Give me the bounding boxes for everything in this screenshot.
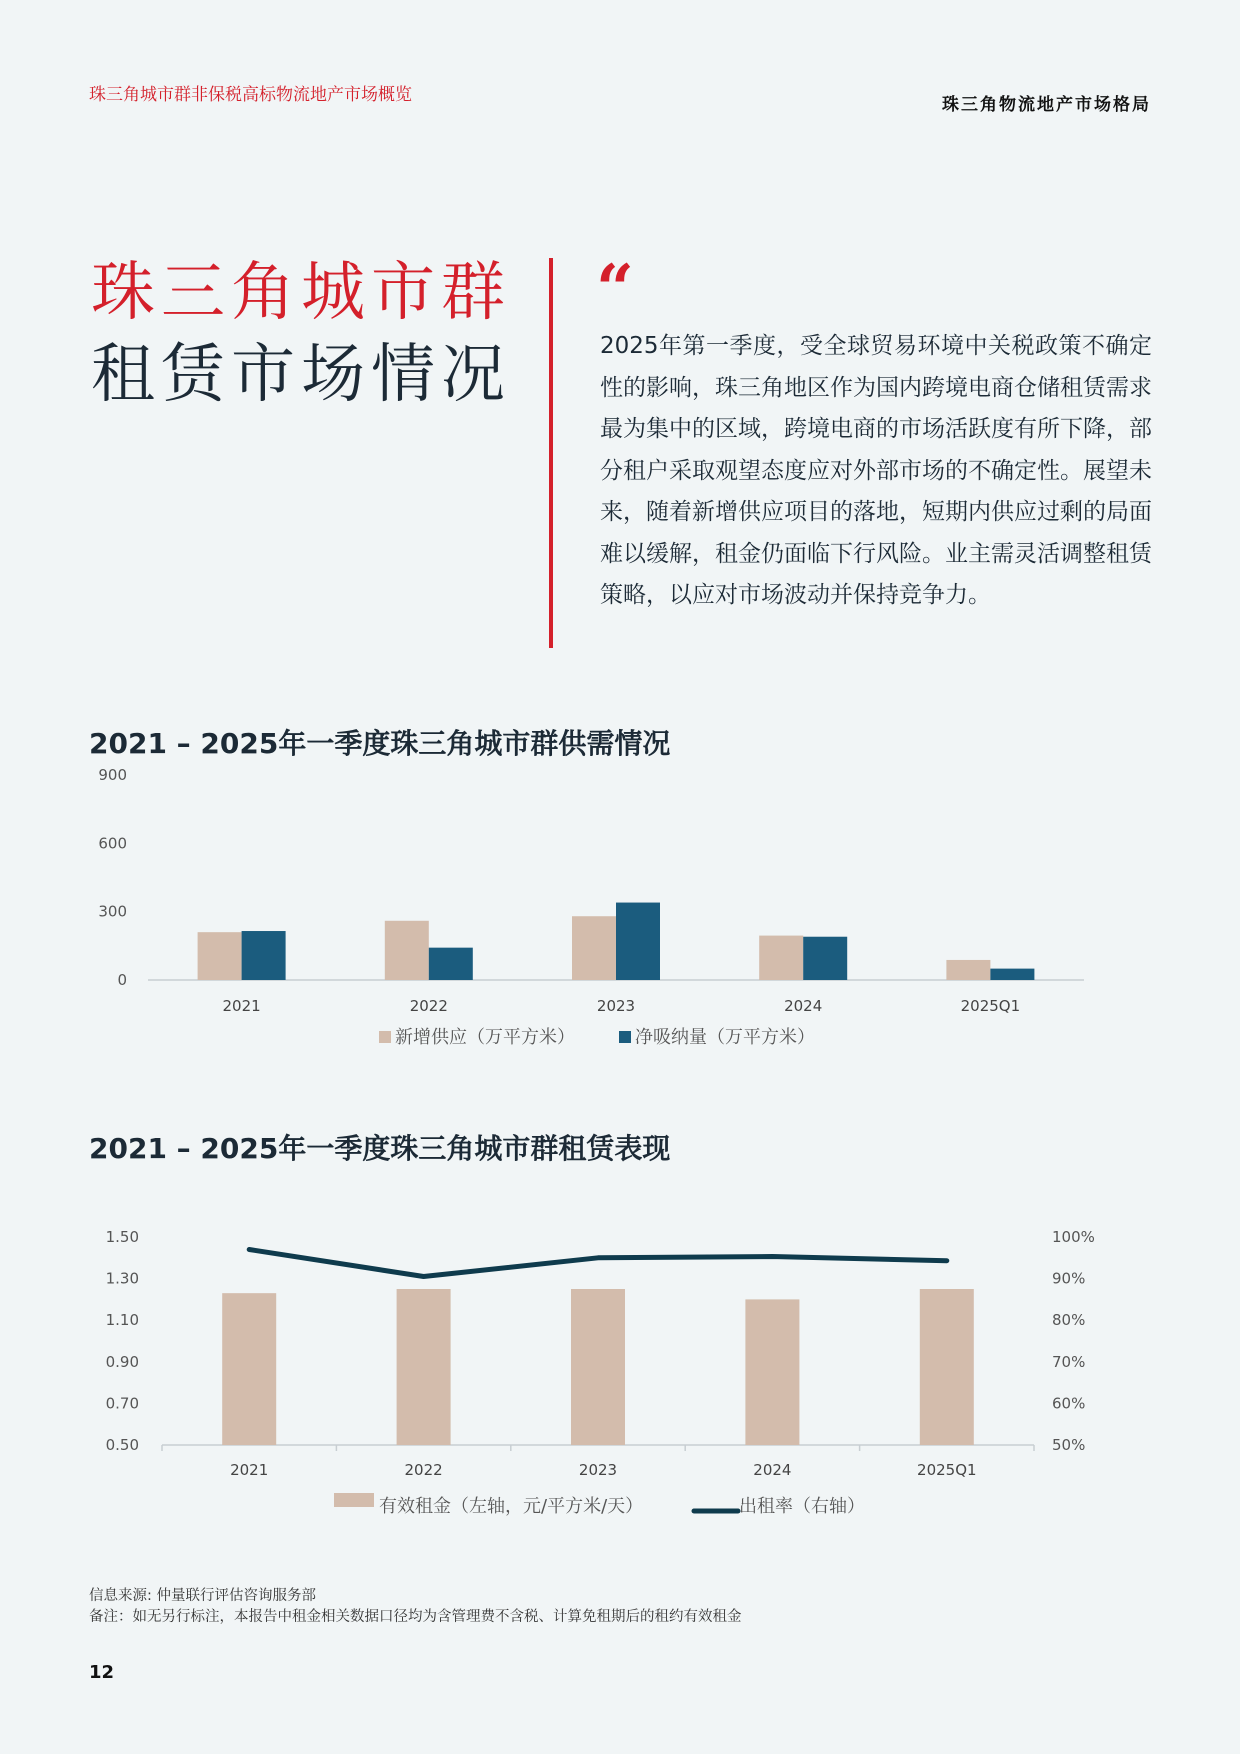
bar-effective-rent <box>397 1289 451 1445</box>
right-y-tick-label: 90% <box>1052 1269 1086 1288</box>
page-number: 12 <box>89 1662 115 1683</box>
header-section-name: 珠三角物流地产市场格局 <box>942 95 1151 115</box>
bar-absorption <box>990 969 1034 980</box>
x-tick-label: 2022 <box>409 997 448 1015</box>
bar-absorption <box>429 948 473 980</box>
y-tick-label: 900 <box>98 766 127 784</box>
legend-swatch <box>379 1031 391 1043</box>
footer-notes <box>89 1586 742 1628</box>
supply-demand-chart <box>0 760 1240 1070</box>
bar-supply <box>946 960 990 980</box>
bar-supply <box>385 921 429 980</box>
red-divider <box>549 258 553 648</box>
bar-supply <box>198 932 242 980</box>
legend-label-occupancy: 出租率（右轴） <box>739 1496 865 1517</box>
y-tick-label: 0 <box>117 971 127 989</box>
left-y-tick-label: 0.50 <box>105 1436 139 1454</box>
x-tick-label: 2025Q1 <box>960 997 1021 1015</box>
quote-mark-icon: “ <box>596 250 634 328</box>
bar-supply <box>572 916 616 980</box>
chart1-title: 2021 – 2025年一季度珠三角城市群供需情况 <box>89 727 671 760</box>
leasing-performance-chart <box>0 1220 1240 1530</box>
summary-paragraph: 2025年第一季度，受全球贸易环境中关税政策不确定性的影响，珠三角地区作为国内跨境电商仓储租赁需求最为集中的区域，跨境电商的市场活跃度有所下降，部分租户采取观望态度应对外部市场的不确定性。展望未来，随着新增供应项目的落地，短期内供应过剩的局面难以缓解，租金仍面临下行风险。业主需灵活调整租赁策略，以应对市场波动并保持竞争力。 <box>600 333 1152 608</box>
legend-swatch <box>619 1031 631 1043</box>
remark-note: 备注：如无另行标注，本报告中租金相关数据口径均为含管理费不含税、计算免租期后的租约有效租金 <box>89 1609 742 1625</box>
bar-effective-rent <box>745 1299 799 1445</box>
bar-effective-rent <box>222 1293 276 1445</box>
bar-effective-rent <box>571 1289 625 1445</box>
bar-absorption <box>242 931 286 980</box>
right-y-tick-label: 50% <box>1052 1436 1086 1454</box>
header-report-title: 珠三角城市群非保税高标物流地产市场概览 <box>89 85 412 105</box>
x-tick-label: 2023 <box>578 1461 618 1479</box>
right-y-tick-label: 60% <box>1052 1394 1086 1413</box>
x-tick-label: 2024 <box>784 997 823 1015</box>
bar-absorption <box>803 937 847 980</box>
legend-label: 新增供应（万平方米） <box>395 1027 575 1048</box>
line-occupancy-rate <box>249 1249 947 1276</box>
chart2-title: 2021 – 2025年一季度珠三角城市群租赁表现 <box>89 1132 671 1165</box>
y-tick-label: 600 <box>98 834 127 853</box>
left-y-tick-label: 1.30 <box>105 1269 139 1288</box>
left-y-tick-label: 0.90 <box>105 1352 139 1371</box>
x-tick-label: 2022 <box>404 1461 443 1479</box>
x-tick-label: 2025Q1 <box>917 1461 977 1479</box>
x-tick-label: 2021 <box>230 1461 269 1479</box>
x-tick-label: 2021 <box>222 997 261 1015</box>
right-y-tick-label: 80% <box>1052 1311 1086 1330</box>
left-y-tick-label: 1.10 <box>105 1311 139 1330</box>
bar-absorption <box>616 903 660 980</box>
right-y-tick-label: 100% <box>1052 1228 1095 1246</box>
section-title-line1: 珠三角城市群 <box>91 256 511 330</box>
y-tick-label: 300 <box>98 902 127 921</box>
left-y-tick-label: 1.50 <box>105 1228 139 1246</box>
bar-effective-rent <box>920 1289 974 1445</box>
legend-swatch-rent <box>334 1493 374 1507</box>
left-y-tick-label: 0.70 <box>105 1394 139 1413</box>
right-y-tick-label: 70% <box>1052 1352 1086 1371</box>
legend-label: 净吸纳量（万平方米） <box>635 1027 815 1048</box>
source-note: 信息来源: 仲量联行评估咨询服务部 <box>89 1588 316 1604</box>
bar-supply <box>759 936 803 980</box>
legend-label-rent: 有效租金（左轴，元/平方米/天） <box>379 1496 644 1517</box>
section-title <box>91 252 511 416</box>
x-tick-label: 2023 <box>596 997 636 1015</box>
x-tick-label: 2024 <box>753 1461 792 1479</box>
section-title-line2: 租赁市场情况 <box>91 338 511 412</box>
